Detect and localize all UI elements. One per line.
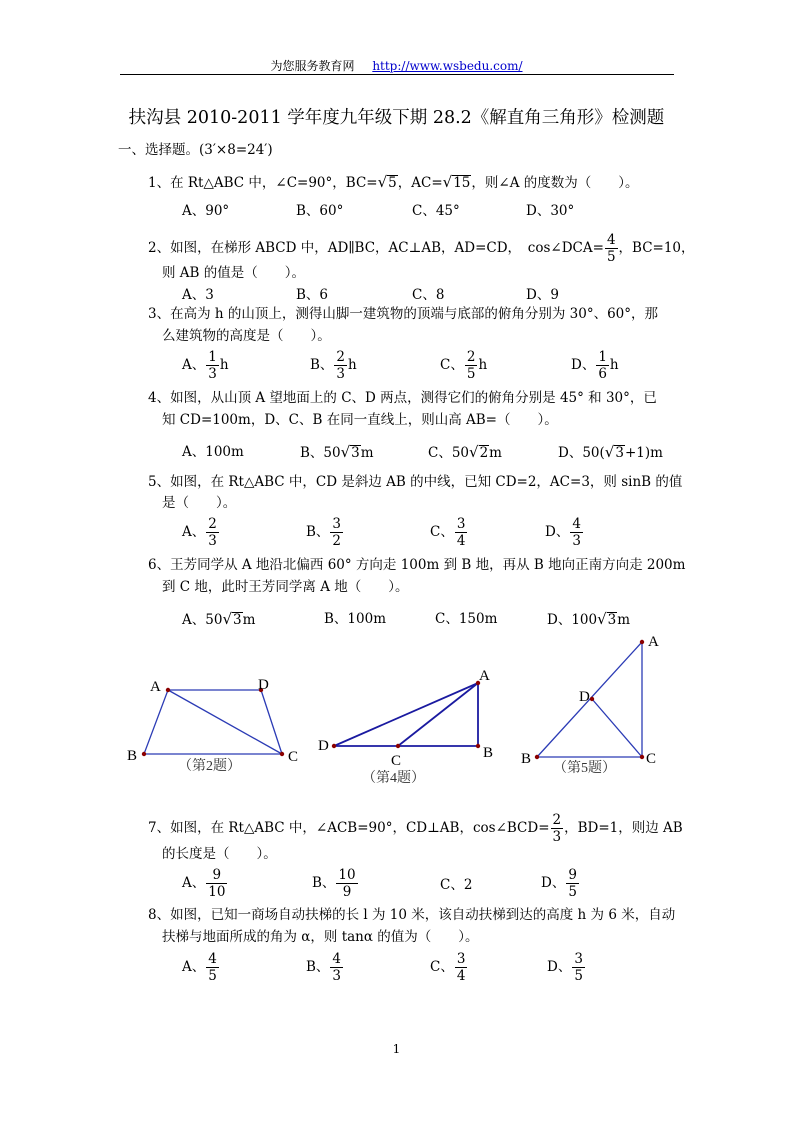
q1-option-a: A、90° [182, 203, 230, 219]
q5-option-a: A、 $\frac{2}{3}$ [182, 516, 217, 549]
fig4-label-b: B [483, 745, 494, 761]
q5-option-b: B、 $\frac{3}{2}$ [306, 516, 342, 549]
fig5-point-b [535, 755, 539, 759]
question-3-line2: 么建筑物的高度是（ ）。 [162, 328, 331, 344]
fig2-label-a: A [150, 679, 161, 695]
q5-option-d: D、 $\frac{4}{3}$ [545, 516, 581, 549]
q5-option-c: C、 $\frac{3}{4}$ [430, 516, 466, 549]
fig5-caption: （第5题） [553, 761, 616, 776]
page-title: 扶沟县 2010-2011 学年度九年级下期 28.2《解直角三角形》检测题 [128, 108, 665, 128]
fig2-point-c [280, 752, 284, 756]
header-site: 为您服务教育网 [270, 59, 355, 73]
figure-2-trapezoid [144, 690, 282, 754]
q8-option-b: B、 $\frac{4}{3}$ [306, 951, 342, 984]
q3-option-b: B、 $\frac{2}{3}$ h [310, 349, 357, 382]
fig5-point-a [640, 640, 644, 644]
question-6-line2: 到 C 地，此时王芳同学离 A 地（ ）。 [162, 579, 409, 595]
q2-option-c: C、8 [412, 287, 445, 303]
q4-option-b: B、50√3m [300, 443, 374, 461]
q8-option-a: A、 $\frac{4}{5}$ [182, 951, 217, 984]
fig4-label-a: A [479, 668, 490, 684]
q6-option-c: C、150m [435, 611, 498, 627]
fig2-point-b [142, 752, 146, 756]
fig4-label-d: D [318, 738, 329, 754]
q6-option-b: B、100m [324, 611, 386, 627]
fig4-label-c: C [391, 753, 402, 769]
fig2-point-a [166, 688, 170, 692]
fig4-point-d [332, 744, 336, 748]
fig2-label-b: B [127, 748, 138, 764]
q7-option-c: C、2 [440, 877, 473, 893]
q4-option-d: D、50(√3+1)m [558, 443, 663, 461]
q6-option-a: A、50√3m [182, 610, 256, 628]
q8-option-c: C、 $\frac{3}{4}$ [430, 951, 466, 984]
q6-option-d: D、100√3m [547, 610, 631, 628]
question-7-line2: 的长度是（ ）。 [162, 846, 277, 862]
q4-option-c: C、50√2m [428, 443, 502, 461]
header-url-link[interactable]: http://www.wsbedu.com/ [372, 59, 523, 73]
page-number: 1 [392, 1042, 401, 1056]
fig2-label-d: D [258, 677, 269, 693]
fig4-point-c [396, 744, 400, 748]
fig4-caption: （第4题） [362, 771, 425, 786]
question-3: 3、在高为 h 的山顶上，测得山脚一建筑物的顶端与底部的俯角分别为 30°、60°，那 [148, 306, 659, 322]
question-8-line2: 扶梯与地面所成的角为 α，则 tanα 的值为（ ）。 [162, 929, 479, 945]
q3-option-d: D、 $\frac{1}{6}$ h [571, 349, 619, 382]
fig5-point-d [590, 697, 594, 701]
question-8: 8、如图，已知一商场自动扶梯的长 l 为 10 米，该自动扶梯到达的高度 h 为 6 米，自动 [148, 907, 676, 923]
question-1: 1、在 Rt△ABC 中，∠C=90°，BC=√5，AC=√15，则∠A 的度数为（ ）。 [148, 173, 639, 191]
q2-option-b: B、6 [296, 287, 329, 303]
q1-option-c: C、45° [412, 203, 460, 219]
q8-option-d: D、 $\frac{3}{5}$ [547, 951, 583, 984]
q3-option-c: C、 $\frac{2}{5}$ h [440, 349, 488, 382]
question-6: 6、王芳同学从 A 地沿北偏西 60° 方向走 100m 到 B 地，再从 B 地向正南方向走 200m [148, 557, 686, 573]
q1-option-d: D、30° [526, 203, 575, 219]
q7-option-d: D、 $\frac{9}{5}$ [541, 867, 577, 900]
fig5-label-a: A [648, 634, 659, 650]
question-7: 7、如图，在 Rt△ABC 中，∠ACB=90°，CD⊥AB，cos∠BCD= $\frac{2}{3}$ ，BD=1，则边 AB [148, 812, 683, 845]
q1-option-b: B、60° [296, 203, 344, 219]
section-heading: 一、选择题。(3′×8=24′) [118, 142, 273, 158]
q2-option-a: A、3 [182, 287, 214, 303]
question-5: 5、如图，在 Rt△ABC 中，CD 是斜边 AB 的中线，已知 CD=2，AC=3，则 sinB 的值 [148, 474, 683, 490]
q7-option-b: B、 $\frac{10}{9}$ [312, 867, 356, 900]
question-4-line2: 知 CD=100m，D、C、B 在同一直线上，则山高 AB=（ ）。 [162, 412, 558, 428]
question-5-line2: 是（ ）。 [162, 495, 237, 511]
figure-4-triangles [334, 683, 478, 746]
q4-option-a: A、100m [182, 444, 244, 460]
question-4: 4、如图，从山顶 A 望地面上的 C、D 两点，测得它们的俯角分别是 45° 和 30°，已 [148, 390, 657, 406]
fig2-label-c: C [288, 749, 299, 765]
q7-option-a: A、 $\frac{9}{10}$ [182, 867, 226, 900]
fig5-point-c [640, 755, 644, 759]
fig2-caption: （第2题） [178, 759, 241, 774]
question-2-line2: 则 AB 的值是（ ）。 [162, 265, 306, 281]
q2-option-d: D、9 [526, 287, 559, 303]
fig4-point-b [476, 744, 480, 748]
fig5-label-c: C [646, 751, 657, 767]
question-2: 2、如图，在梯形 ABCD 中，AD∥BC，AC⊥AB，AD=CD， cos∠DCA= $\frac{4}{5}$ ，BC=10， [148, 232, 695, 265]
fig5-label-d: D [579, 689, 590, 705]
fig5-label-b: B [521, 751, 532, 767]
q3-option-a: A、 $\frac{1}{3}$ h [182, 349, 229, 382]
